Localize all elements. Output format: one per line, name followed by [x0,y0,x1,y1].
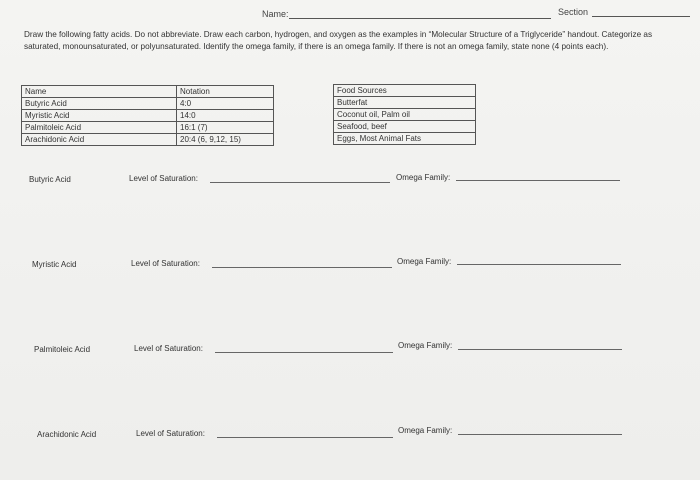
acid-label: Arachidonic Acid [37,430,97,439]
table-row [334,97,476,109]
table-cell: 14:0 [177,110,274,122]
saturation-answer-line[interactable] [210,182,390,183]
table-header-cell: Notation [177,86,274,98]
saturation-label: Level of Saturation: [131,259,200,268]
table-cell: Eggs, Most Animal Fats [334,133,476,145]
table-header-row [22,86,274,98]
saturation-label: Level of Saturation: [129,174,198,183]
table-cell: Butterfat [334,97,476,109]
instructions-text: Draw the following fatty acids. Do not abbreviate. Draw each carbon, hydrogen, and oxygen as the examples in “Molecular Structure of a Triglyceride” handout. Categorize as saturated, monounsaturated, or polyunsaturated. Identify the omega family, if there is an omega family. If there is not an omega family, state none (4 points each). [24,30,653,51]
saturation-label: Level of Saturation: [134,344,203,353]
name-underline [289,18,551,19]
table-cell: 16:1 (7) [177,122,274,134]
table-header-cell: Name [22,86,177,98]
saturation-answer-line[interactable] [217,437,393,438]
omega-answer-line[interactable] [458,349,622,350]
omega-answer-line[interactable] [457,264,621,265]
table-row [22,134,274,146]
omega-answer-line[interactable] [458,434,622,435]
food-sources-table [333,84,476,145]
omega-answer-line[interactable] [456,180,620,181]
table-row [334,133,476,145]
omega-label: Omega Family: [397,257,452,266]
table-row [22,110,274,122]
saturation-answer-line[interactable] [212,267,392,268]
saturation-label: Level of Saturation: [136,429,205,438]
table-cell: 20:4 (6, 9,12, 15) [177,134,274,146]
acid-label: Butyric Acid [29,175,71,184]
omega-label: Omega Family: [398,426,453,435]
acid-label: Palmitoleic Acid [34,345,91,354]
table-cell: Seafood, beef [334,121,476,133]
table-row [334,109,476,121]
table-row [22,122,274,134]
table-cell: Coconut oil, Palm oil [334,109,476,121]
table-header-cell: Food Sources [334,85,476,97]
omega-label: Omega Family: [398,341,453,350]
table-cell: Myristic Acid [22,110,177,122]
name-label: Name: [262,9,289,19]
omega-label: Omega Family: [396,173,451,182]
table-cell: Butyric Acid [22,98,177,110]
acid-label: Myristic Acid [32,260,77,269]
table-cell: Palmitoleic Acid [22,122,177,134]
table-row [334,121,476,133]
section-label: Section [558,7,589,17]
table-header-row [334,85,476,97]
table-cell: 4:0 [177,98,274,110]
section-underline [592,16,690,17]
table-cell: Arachidonic Acid [22,134,177,146]
fatty-acid-table [21,85,274,146]
table-row [22,98,274,110]
saturation-answer-line[interactable] [215,352,393,353]
